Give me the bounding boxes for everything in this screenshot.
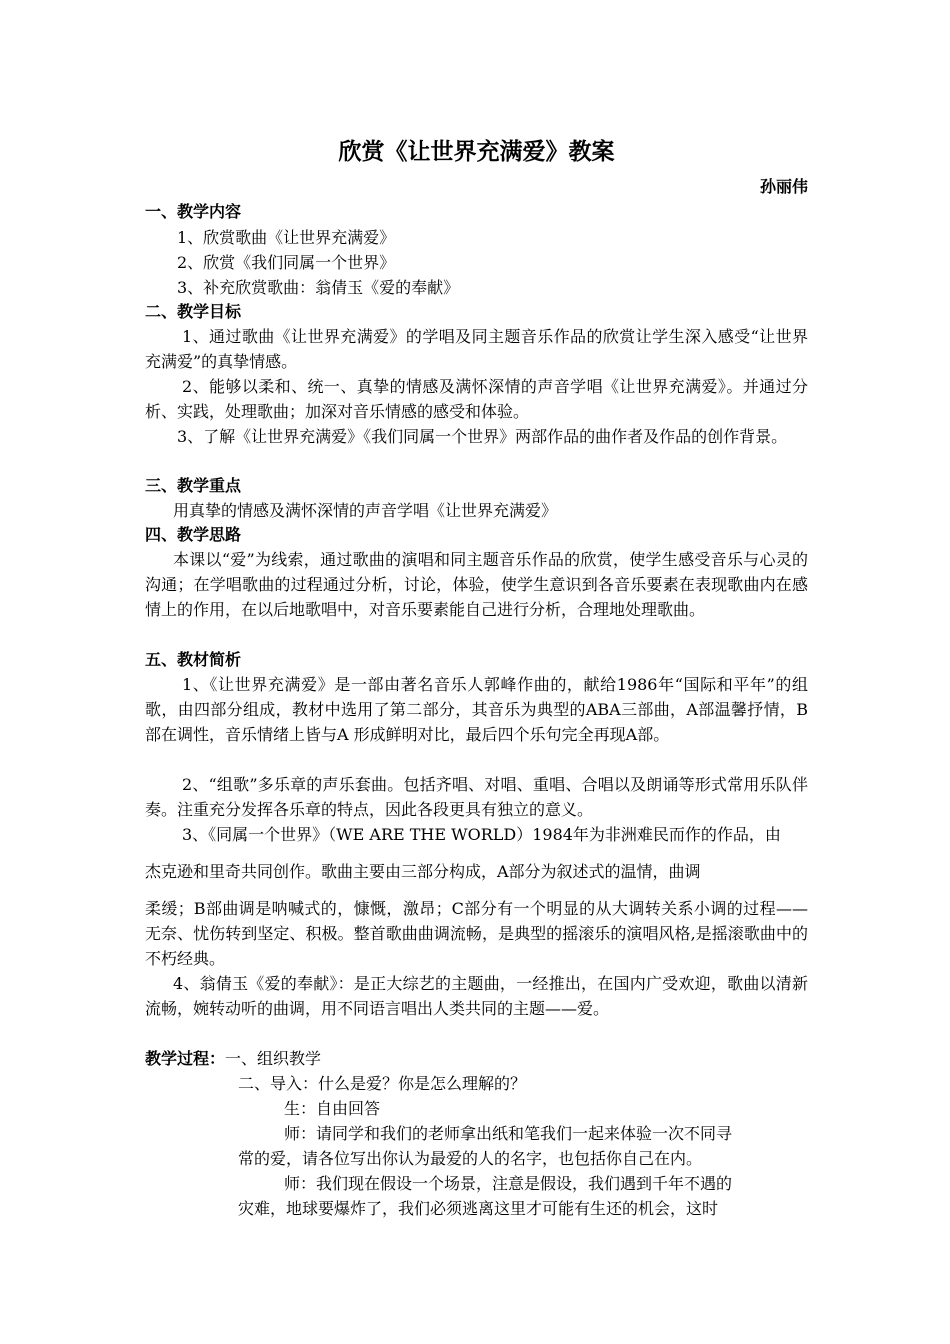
process-teacher-1-line-2: 常的爱，请各位写出你认为最爱的人的名字，也包括你自己在内。 bbox=[238, 1149, 703, 1168]
process-label bbox=[145, 1046, 321, 1071]
process-step-2: 二、导入：什么是爱？你是怎么理解的？ bbox=[238, 1074, 527, 1093]
materials-paragraph-4: 4、翁倩玉《爱的奉献》：是正大综艺的主题曲，一经推出，在国内广受欢迎，歌曲以清新流畅，婉转动听的曲调，用不同语言唱出人类共同的主题——爱。 bbox=[145, 974, 808, 1018]
section-heading-approach: 四、教学思路 bbox=[145, 525, 242, 544]
goal-paragraph-1: 1、通过歌曲《让世界充满爱》的学唱及同主题音乐作品的欣赏让学生深入感受“让世界充满爱”的真挚情感。 bbox=[145, 327, 808, 371]
materials-paragraph-3-line-1: 3、《同属一个世界》（WE ARE THE WORLD）1984年为非洲难民而作的作品，由 bbox=[182, 825, 781, 844]
section-heading-content: 一、教学内容 bbox=[145, 202, 242, 221]
goal-paragraph-3: 3、了解《让世界充满爱》《我们同属一个世界》两部作品的曲作者及作品的创作背景。 bbox=[177, 427, 788, 446]
process-teacher-1-line-1: 师：请同学和我们的老师拿出纸和笔我们一起来体验一次不同寻 bbox=[284, 1124, 733, 1143]
materials-paragraph-1: 1、《让世界充满爱》是一部由著名音乐人郭峰作曲的，献给1986年“国际和平年”的组歌，由四部分组成，教材中选用了第二部分，其音乐为典型的ABA三部曲，A部温馨抒情，B部在调性，音乐情绪上皆与A 形成鲜明对比，最后四个乐句完全再现A部。 bbox=[145, 675, 808, 744]
materials-paragraph-2: 2、“组歌”多乐章的声乐套曲。包括齐唱、对唱、重唱、合唱以及朗诵等形式常用乐队伴奏。注重充分发挥各乐章的特点，因此各段更具有独立的意义。 bbox=[145, 775, 808, 819]
materials-paragraph-3-rest: 柔缓；B部曲调是呐喊式的，慷慨，激昂；C部分有一个明显的从大调转关系小调的过程——无奈、忧伤转到坚定、积极。整首歌曲曲调流畅，是典型的摇滚乐的演唱风格,是摇滚歌曲中的不朽经典。 bbox=[145, 899, 808, 968]
process-label-text: 教学过程： bbox=[145, 1049, 226, 1068]
author-name: 孙丽伟 bbox=[759, 177, 808, 196]
content-item-3: 3、补充欣赏歌曲：翁倩玉《爱的奉献》 bbox=[177, 278, 460, 297]
process-student: 生：自由回答 bbox=[284, 1099, 381, 1118]
content-item-1: 1、欣赏歌曲《让世界充满爱》 bbox=[177, 228, 396, 247]
process-step-1: 一、组织教学 bbox=[225, 1049, 322, 1068]
process-teacher-2-line-1: 师：我们现在假设一个场景，注意是假设，我们遇到千年不遇的 bbox=[284, 1174, 733, 1193]
section-heading-focus: 三、教学重点 bbox=[145, 476, 242, 495]
focus-paragraph: 用真挚的情感及满怀深情的声音学唱《让世界充满爱》 bbox=[173, 501, 558, 520]
section-heading-goals: 二、教学目标 bbox=[145, 302, 242, 321]
materials-paragraph-3-line-2: 杰克逊和里奇共同创作。歌曲主要由三部分构成，A部分为叙述式的温情，曲调 bbox=[145, 862, 701, 881]
document-title: 欣赏《让世界充满爱》教案 bbox=[338, 139, 615, 165]
section-heading-materials: 五、教材简析 bbox=[145, 650, 242, 669]
approach-paragraph: 本课以“爱”为线索，通过歌曲的演唱和同主题音乐作品的欣赏，使学生感受音乐与心灵的沟通；在学唱歌曲的过程通过分析，讨论，体验，使学生意识到各音乐要素在表现歌曲内在感情上的作用，在以后地歌唱中，对音乐要素能自己进行分析，合理地处理歌曲。 bbox=[145, 550, 808, 619]
content-item-2: 2、欣赏《我们同属一个世界》 bbox=[177, 253, 396, 272]
process-teacher-2-line-2: 灾难，地球要爆炸了，我们必须逃离这里才可能有生还的机会，这时 bbox=[238, 1199, 719, 1218]
goal-paragraph-2: 2、能够以柔和、统一、真挚的情感及满怀深情的声音学唱《让世界充满爱》。并通过分析、实践，处理歌曲；加深对音乐情感的感受和体验。 bbox=[145, 377, 808, 421]
